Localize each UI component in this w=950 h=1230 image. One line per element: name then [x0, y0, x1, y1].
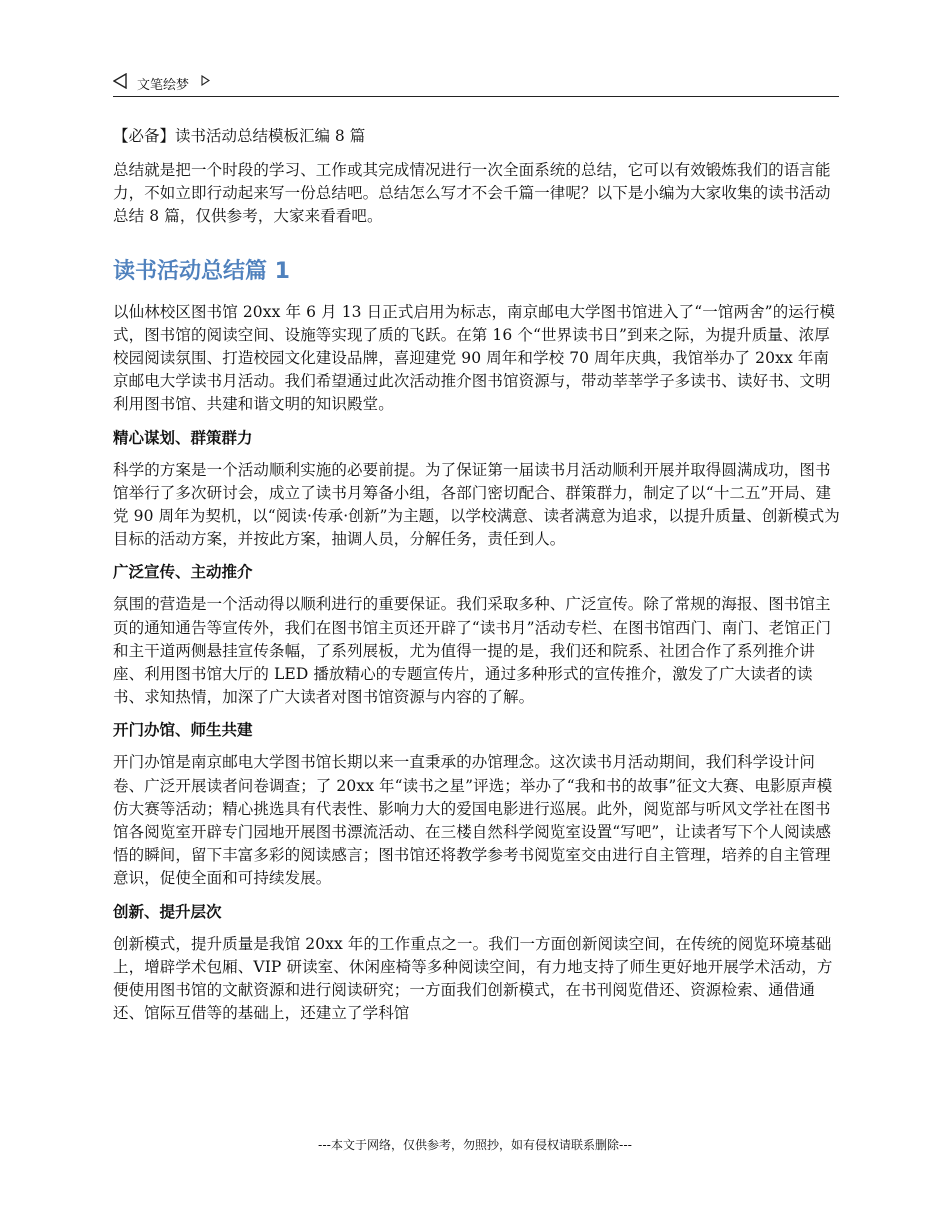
header-brand: 文笔绘梦 [137, 78, 190, 93]
left-triangle-outline-icon[interactable] [113, 73, 127, 89]
section-heading: 读书活动总结篇 1 [113, 258, 290, 284]
section-paragraph-5: 创新模式，提升质量是我馆 20xx 年的工作重点之一。我们一方面创新阅读空间，在传统的阅览环境基础上，增辟学术包厢、VIP 研读室、休闲座椅等多种阅读空间，有力地支持了师生更好地开展学术活动，方便使用图书馆的文献资源和进行阅读研究；一方面我们创新模式，在书刊阅览借还、资源检索、通借通还、馆际互借等的基础上，还建立了学科馆 [113, 934, 833, 1023]
section-paragraph-1: 以仙林校区图书馆 20xx 年 6 月 13 日正式启用为标志，南京邮电大学图书馆进入了“一馆两舍”的运行模式，图书馆的阅读空间、设施等实现了质的飞跃。在第 16 个“世界读书日”到来之际，为提升质量、浓厚校园阅读氛围、打造校园文化建设品牌，喜迎建党 90 周年和学校 70 周年庆典，我馆举办了 20xx 年南京邮电大学读书月活动。我们希望通过此次活动推介图书馆资源与，带动莘莘学子多读书、读好书、文明利用图书馆、共建和谐文明的知识殿堂。 [113, 302, 836, 414]
subheading-publicity: 广泛宣传、主动推介 [113, 563, 253, 582]
document-body [113, 123, 843, 1025]
section-paragraph-2: 科学的方案是一个活动顺利实施的必要前提。为了保证第一届读书月活动顺利开展并取得圆满成功，图书馆举行了多次研讨会，成立了读书月筹备小组，各部门密切配合、群策群力，制定了以“十二五”开局、建党 90 周年为契机，以“阅读·传承·创新”为主题，以学校满意、读者满意为追求，以提升质量、创新模式为目标的活动方案，并按此方案，抽调人员，分解任务，责任到人。 [113, 460, 840, 549]
subheading-open-library: 开门办馆、师生共建 [113, 721, 253, 740]
page-header [113, 70, 839, 97]
section-paragraph-3: 氛围的营造是一个活动得以顺利进行的重要保证。我们采取多种、广泛宣传。除了常规的海报、图书馆主页的通知通告等宣传外，我们在图书馆主页还开辟了“读书月”活动专栏、在图书馆西门、南门、老馆正门和主干道两侧悬挂宣传条幅，了系列展板，尤为值得一提的是，我们还和院系、社团合作了系列推介讲座、利用图书馆大厅的 LED 播放精心的专题宣传片，通过多种形式的宣传推介，激发了广大读者的读书、求知热情，加深了广大读者对图书馆资源与内容的了解。 [113, 595, 832, 707]
page-footer-notice: ---本文于网络，仅供参考，勿照抄，如有侵权请联系删除--- [318, 1138, 632, 1152]
intro-paragraph: 总结就是把一个时段的学习、工作或其完成情况进行一次全面系统的总结，它可以有效锻炼我们的语言能力，不如立即行动起来写一份总结吧。总结怎么写才不会千篇一律呢？以下是小编为大家收集的读书活动总结 8 篇，仅供参考，大家来看看吧。 [113, 161, 831, 226]
section-paragraph-4: 开门办馆是南京邮电大学图书馆长期以来一直秉承的办馆理念。这次读书月活动期间，我们科学设计问卷、广泛开展读者问卷调查；了 20xx 年“读书之星”评选；举办了“我和书的故事”征文大赛、电影原声模仿大赛等活动；精心挑选具有代表性、影响力大的爱国电影进行巡展。此外，阅览部与听风文学社在图书馆各阅览室开辟专门园地开展图书漂流活动、在三楼自然科学阅览室设置“写吧”，让读者写下个人阅读感悟的瞬间，留下丰富多彩的阅读感言；图书馆还将教学参考书阅览室交由进行自主管理，培养的自主管理意识，促使全面和可持续发展。 [113, 753, 833, 888]
subheading-innovation: 创新、提升层次 [113, 902, 222, 921]
subheading-planning: 精心谋划、群策群力 [113, 428, 253, 447]
document-title: 【必备】读书活动总结模板汇编 8 篇 [113, 127, 366, 145]
right-triangle-outline-icon[interactable] [201, 75, 210, 86]
